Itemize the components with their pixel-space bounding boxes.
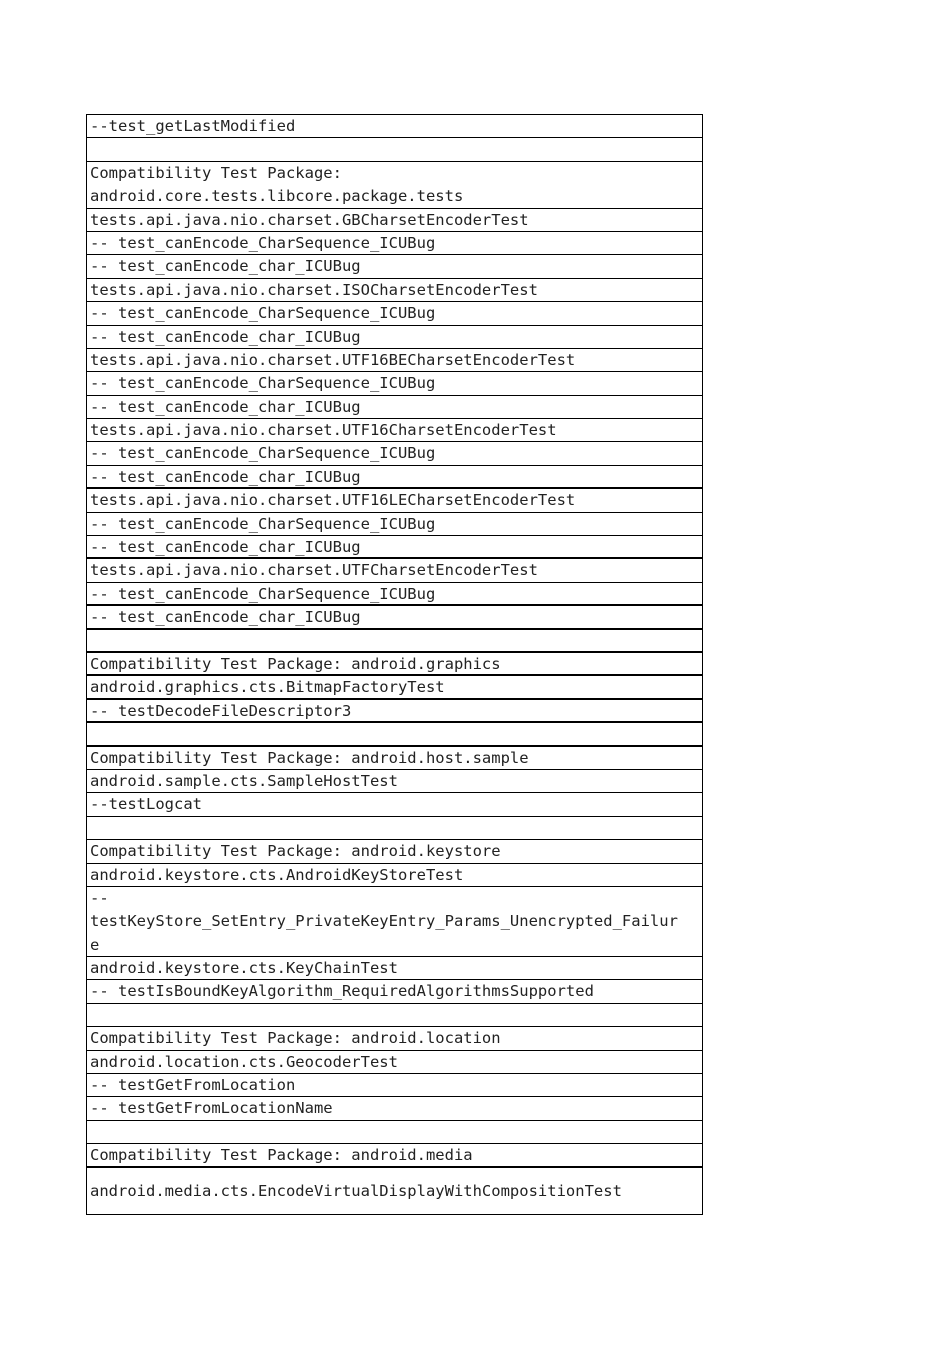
cell-text: -- testGetFromLocationName <box>90 1099 333 1118</box>
table-row[interactable] <box>87 840 702 863</box>
table-row[interactable] <box>87 1168 702 1214</box>
cell-text: -- testGetFromLocation <box>90 1076 296 1095</box>
table-row[interactable] <box>87 1027 702 1050</box>
cell-text: android.sample.cts.SampleHostTest <box>90 771 398 790</box>
table-row[interactable] <box>87 676 702 699</box>
cell-text: android.keystore.cts.KeyChainTest <box>90 959 398 978</box>
table-row[interactable] <box>87 442 702 465</box>
table-row[interactable] <box>87 559 702 582</box>
cell-text: -- test_canEncode_CharSequence_ICUBug <box>90 514 436 533</box>
cell-text: android.location.cts.GeocoderTest <box>90 1052 398 1071</box>
table-row[interactable] <box>87 700 702 723</box>
cell-text: -- testDecodeFileDescriptor3 <box>90 701 352 720</box>
cell-text: --test_getLastModified <box>90 117 296 135</box>
table-row[interactable] <box>87 326 702 349</box>
cell-text: android.media.cts.EncodeVirtualDisplayWithCompositionTest <box>90 1181 622 1200</box>
table-row[interactable] <box>87 302 702 325</box>
table-row[interactable] <box>87 419 702 442</box>
cell-text: -- testKeyStore_SetEntry_PrivateKeyEntry_Params_Unencrypted_Failur e <box>90 888 678 954</box>
spreadsheet-table <box>86 114 703 1215</box>
cell-text: -- test_canEncode_char_ICUBug <box>90 327 361 346</box>
table-row[interactable] <box>87 232 702 255</box>
table-row[interactable] <box>87 466 702 489</box>
cell-text: tests.api.java.nio.charset.ISOCharsetEncoderTest <box>90 280 538 299</box>
table-row[interactable] <box>87 793 702 816</box>
cell-text: -- test_canEncode_CharSequence_ICUBug <box>90 304 436 323</box>
cell-text: android.graphics.cts.BitmapFactoryTest <box>90 678 445 697</box>
table-row[interactable] <box>87 653 702 676</box>
table-row[interactable] <box>87 1051 702 1074</box>
table-row[interactable] <box>87 583 702 606</box>
table-row[interactable] <box>87 770 702 793</box>
table-row[interactable] <box>87 513 702 536</box>
cell-text: -- test_canEncode_CharSequence_ICUBug <box>90 374 436 393</box>
table-row[interactable] <box>87 115 702 138</box>
table-row[interactable] <box>87 864 702 887</box>
cell-text: tests.api.java.nio.charset.UTF16LECharsetEncoderTest <box>90 491 576 510</box>
table-row[interactable] <box>87 536 702 559</box>
table-row[interactable] <box>87 349 702 372</box>
table-row[interactable] <box>87 1004 702 1027</box>
cell-text: tests.api.java.nio.charset.UTFCharsetEncoderTest <box>90 561 538 580</box>
table-row[interactable] <box>87 279 702 302</box>
table-row[interactable] <box>87 747 702 770</box>
cell-text: -- test_canEncode_char_ICUBug <box>90 257 361 276</box>
table-row[interactable] <box>87 489 702 512</box>
table-row[interactable] <box>87 209 702 232</box>
cell-text: Compatibility Test Package: android.media <box>90 1146 473 1165</box>
cell-text: Compatibility Test Package: android.host.sample <box>90 748 529 767</box>
table-row[interactable] <box>87 255 702 278</box>
cell-text: tests.api.java.nio.charset.UTF16CharsetEncoderTest <box>90 421 557 440</box>
cell-text: tests.api.java.nio.charset.UTF16BECharsetEncoderTest <box>90 350 576 369</box>
cell-text: Compatibility Test Package: android.location <box>90 1029 501 1048</box>
cell-text: Compatibility Test Package: android.core.tests.libcore.package.tests <box>90 163 464 206</box>
table-row[interactable] <box>87 723 702 746</box>
table-row[interactable] <box>87 817 702 840</box>
cell-text: -- test_canEncode_char_ICUBug <box>90 397 361 416</box>
cell-text: Compatibility Test Package: android.keystore <box>90 842 501 861</box>
table-row[interactable] <box>87 396 702 419</box>
cell-text: -- test_canEncode_char_ICUBug <box>90 608 361 627</box>
table-row[interactable] <box>87 1074 702 1097</box>
cell-text: Compatibility Test Package: android.graphics <box>90 655 501 673</box>
table-row[interactable] <box>87 162 702 209</box>
table-row[interactable] <box>87 606 702 629</box>
cell-text: -- test_canEncode_CharSequence_ICUBug <box>90 584 436 603</box>
cell-text: -- test_canEncode_char_ICUBug <box>90 467 361 486</box>
table-row[interactable] <box>87 957 702 980</box>
cell-text: -- test_canEncode_CharSequence_ICUBug <box>90 444 436 463</box>
table-row[interactable] <box>87 1121 702 1144</box>
cell-text: tests.api.java.nio.charset.GBCharsetEncoderTest <box>90 210 529 229</box>
cell-text: -- test_canEncode_CharSequence_ICUBug <box>90 233 436 252</box>
table-row[interactable] <box>87 1144 702 1167</box>
table-row[interactable] <box>87 138 702 161</box>
table-row[interactable] <box>87 980 702 1003</box>
cell-text: -- testIsBoundKeyAlgorithm_RequiredAlgorithmsSupported <box>90 982 594 1001</box>
table-row[interactable] <box>87 630 702 653</box>
cell-text: --testLogcat <box>90 795 202 814</box>
cell-text: android.keystore.cts.AndroidKeyStoreTest <box>90 865 464 884</box>
cell-text: -- test_canEncode_char_ICUBug <box>90 538 361 557</box>
table-row[interactable] <box>87 887 702 957</box>
table-row[interactable] <box>87 1097 702 1120</box>
table-row[interactable] <box>87 372 702 395</box>
